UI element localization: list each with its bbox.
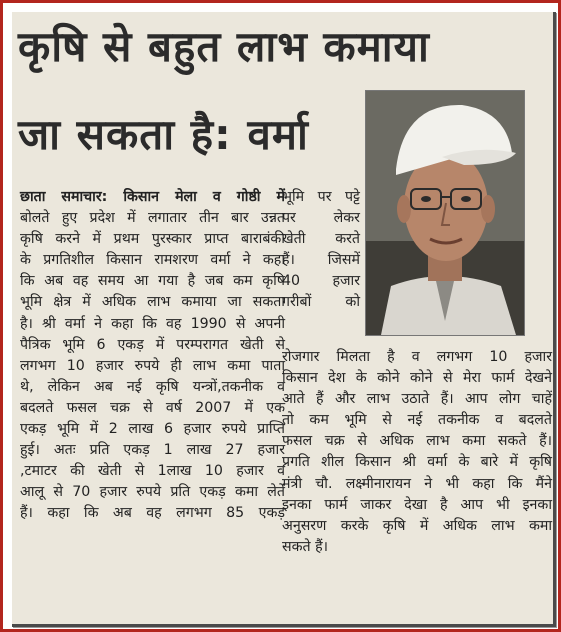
text-line: इनका फार्म जाकर देखा है आप भी इनका <box>282 496 552 513</box>
text-line: 40 हजार <box>282 273 360 290</box>
text-line: रोजगार मिलता है व लगभग 10 हजार <box>282 349 552 365</box>
text-line: लगभग 10 हजार रुपये ही लाभ कमा पाता <box>20 357 285 374</box>
text-line: ,टमाटर की खेती से 1लाख 10 हजार व <box>20 463 285 480</box>
text-line: छाता समाचार: किसान मेला व गोष्ठी में <box>20 189 285 205</box>
right-column-bottom <box>282 347 552 558</box>
text-line: पर लेकर <box>282 210 360 227</box>
text-line: कि अब वह समय आ गया है जब कम कृषि <box>20 273 285 290</box>
text-line: सकते हैं। <box>282 538 328 555</box>
text-line: अनुसरण करके कृषि में अधिक लाभ कमा <box>282 517 552 534</box>
text-line: किसान देश के कोने कोने से मेरा फार्म देखने <box>282 370 552 387</box>
text-line: गरीबों को <box>282 294 360 311</box>
portrait-illustration <box>366 91 524 335</box>
text-line: बोलते हुए प्रदेश में लगातार तीन बार उन्नत <box>20 210 285 227</box>
text-line: कृषि करने में प्रथम पुरस्कार प्राप्त बाराबंकी <box>20 231 285 248</box>
portrait-photo <box>365 90 525 336</box>
text-line: आते हैं और लाभ उठाते हैं। आप लोग चाहें <box>282 391 552 408</box>
left-column <box>20 187 285 525</box>
text-line: बदलते फसल चक्र से वर्ष 2007 में एक <box>20 399 285 416</box>
text-line: मंत्री चौ. लक्ष्मीनारायन ने भी कहा कि मैंने <box>282 475 552 492</box>
text-line: हैं। कहा कि अब वह लगभग 85 एकड़ <box>20 505 285 522</box>
text-line: खेती करते <box>282 231 360 248</box>
text-line: भूमि पर पट्टे <box>282 189 360 205</box>
text-line: हैं। जिसमें <box>282 252 360 269</box>
newspaper-clipping <box>12 12 556 627</box>
text-line: पैत्रिक भूमि 6 एकड़ में परम्परागत खेती से <box>20 336 285 353</box>
text-line: के प्रगतिशील किसान रामशरण वर्मा ने कहा <box>20 252 285 269</box>
headline-line-2: जा सकता है: वर्मा <box>18 110 309 159</box>
headline-line-1: कृषि से बहुत लाभ कमाया <box>18 22 430 71</box>
text-line: थे, लेकिन अब नई कृषि यन्त्रों,तकनीक व <box>20 378 285 395</box>
right-column-top <box>282 187 360 314</box>
text-line: फसल चक्र से अधिक लाभ कमा सकते हैं। <box>282 433 552 450</box>
text-line: एकड़ भूमि में 2 लाख 6 हजार रुपये प्राप्ति <box>20 421 285 438</box>
text-line: प्रगति शील किसान श्री वर्मा के बारे में कृषि <box>282 454 552 471</box>
text-line: तो कम भूमि से नई तकनीक व बदलते <box>282 412 552 429</box>
text-line: हुई। अतः प्रति एकड़ 1 लाख 27 हजार <box>20 442 285 459</box>
text-line: भूमि क्षेत्र में अधिक लाभ कमाया जा सकता <box>20 294 285 311</box>
text-line: है। श्री वर्मा ने कहा कि वह 1990 से अपनी <box>20 315 285 332</box>
text-line: आलू से 70 हजार रुपये प्रति एकड़ कमा लेते <box>20 484 285 501</box>
